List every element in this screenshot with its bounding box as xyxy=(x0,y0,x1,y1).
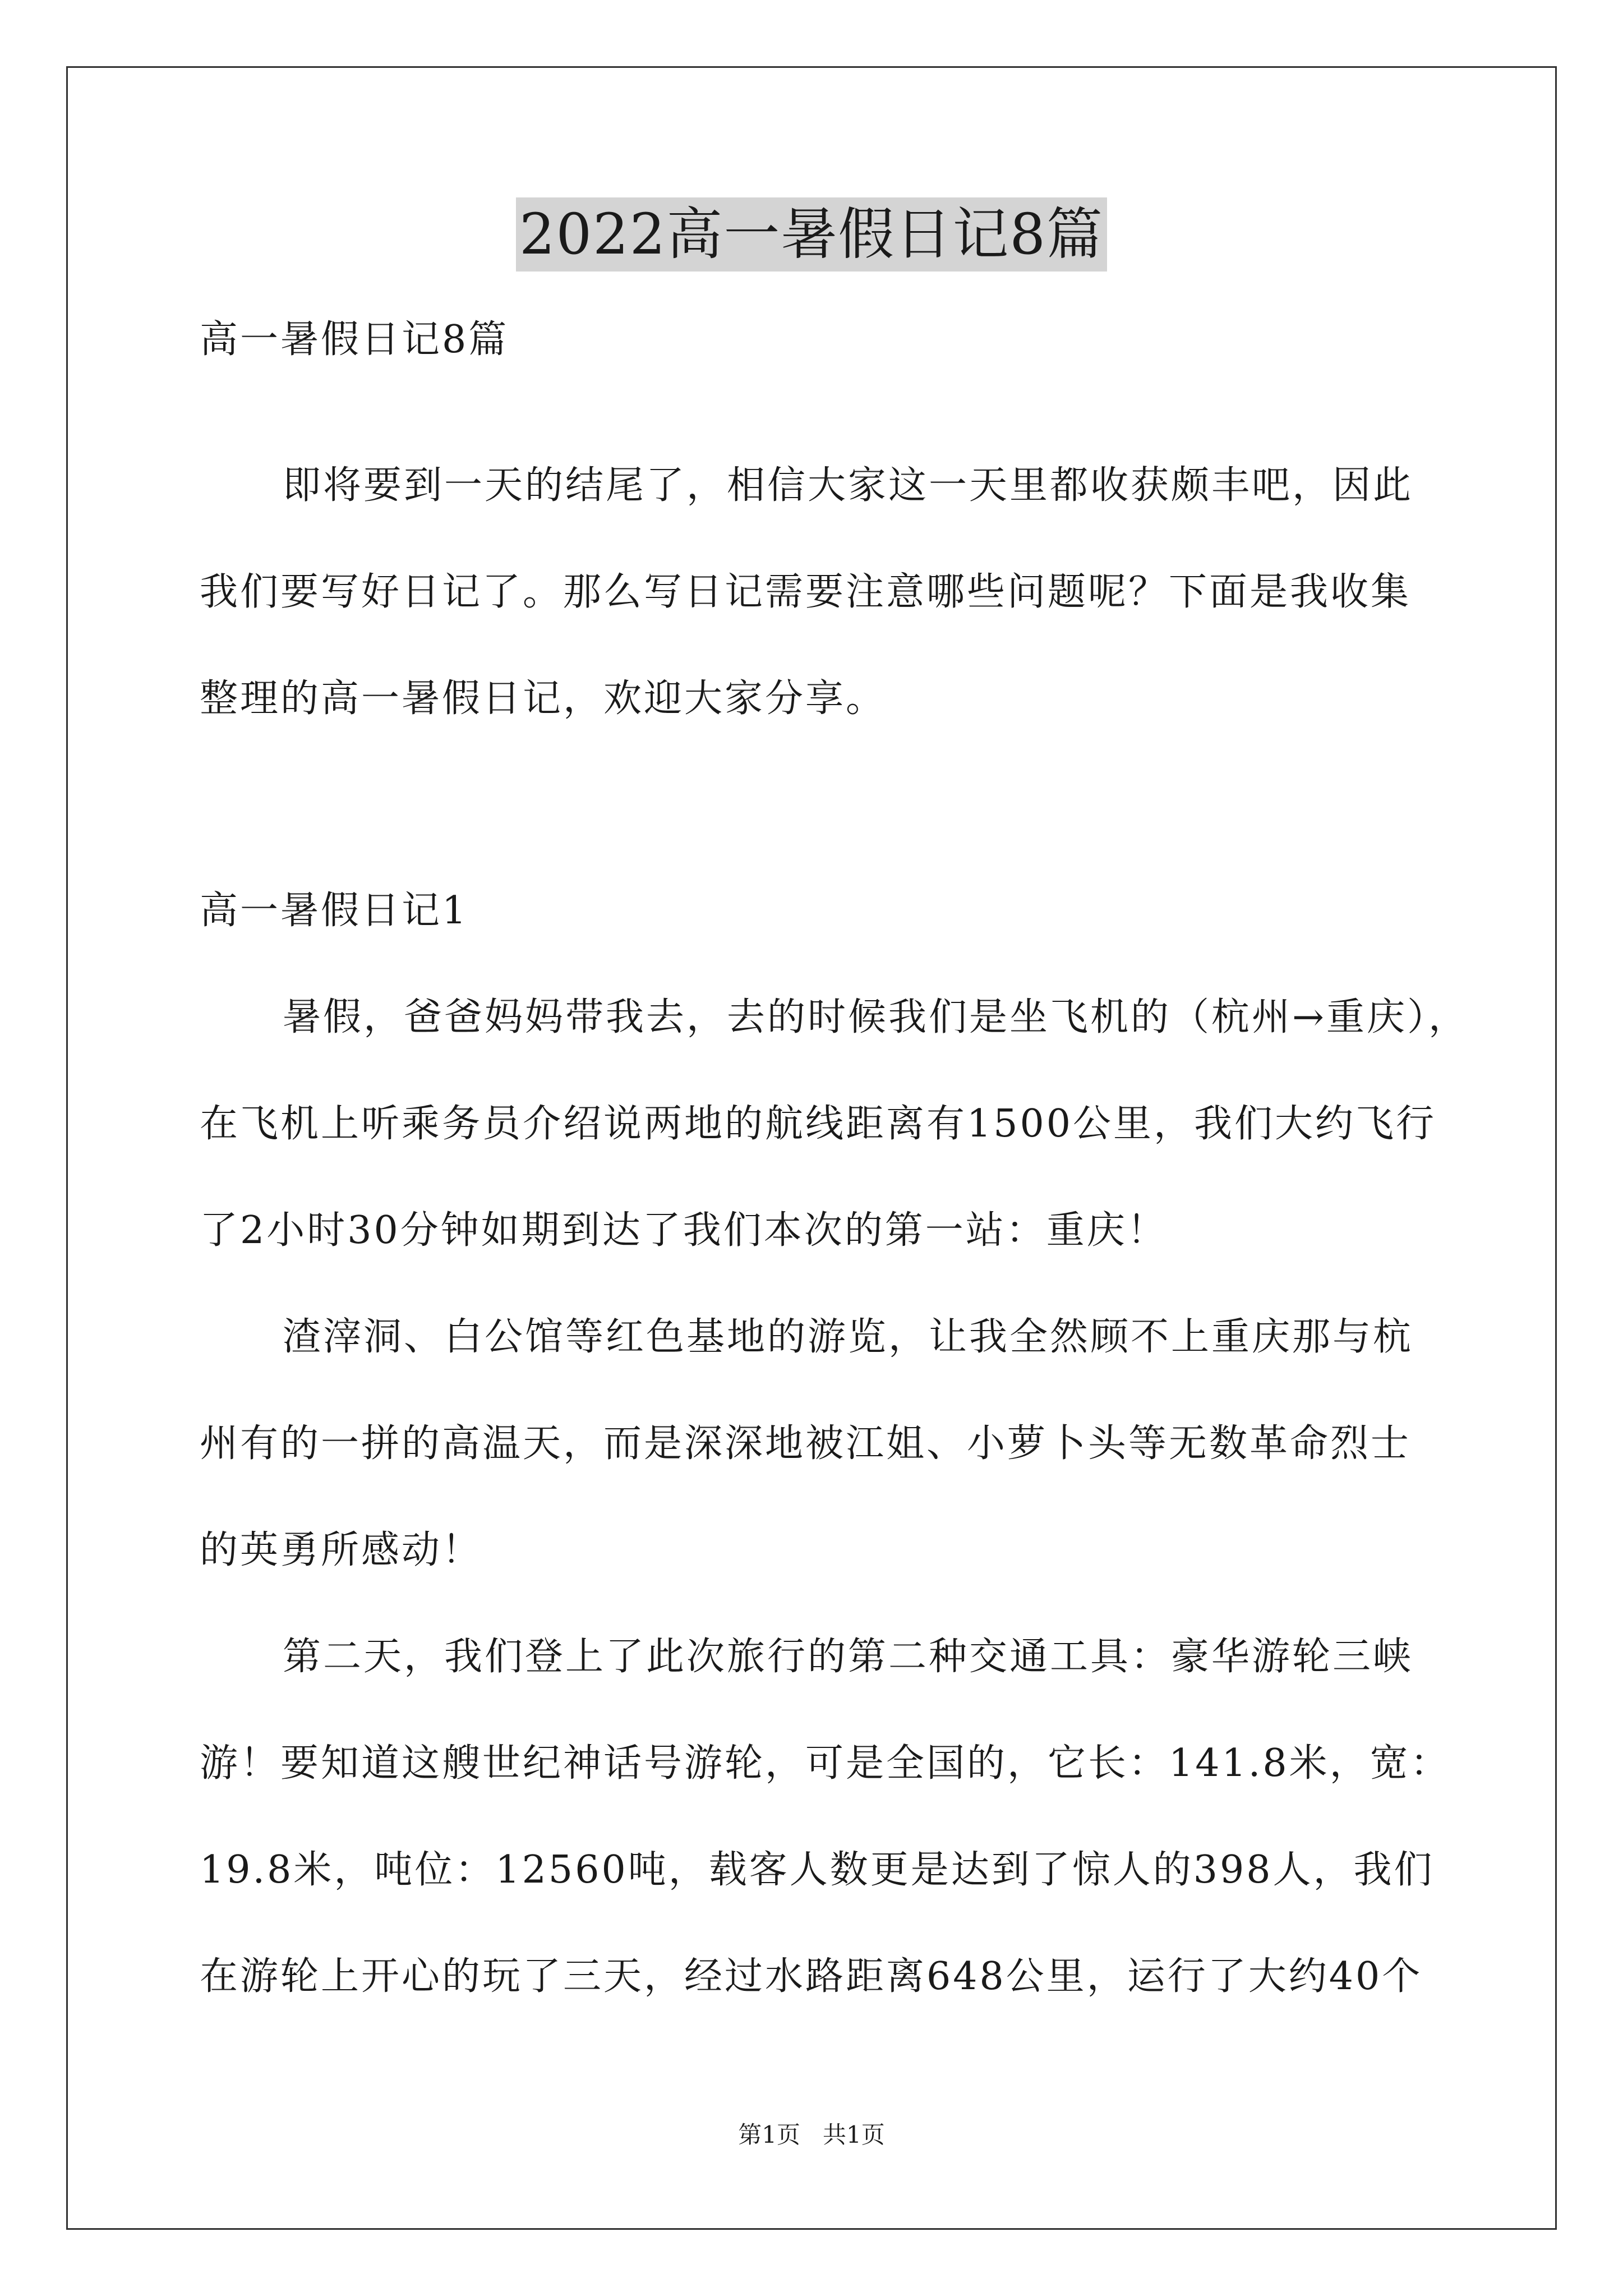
body-line-7: 第二天，我们登上了此次旅行的第二种交通工具：豪华游轮三峡 xyxy=(283,1635,1414,1679)
intro-line-2: 我们要写好日记了。那么写日记需要注意哪些问题呢？下面是我收集 xyxy=(200,570,1412,614)
body-line-3: 了2小时30分钟如期到达了我们本次的第一站：重庆！ xyxy=(200,1208,1168,1253)
body-line-4: 渣滓洞、白公馆等红色基地的游览，让我全然顾不上重庆那与杭 xyxy=(283,1315,1414,1359)
title-container xyxy=(0,197,1623,272)
document-subtitle: 高一暑假日记8篇 xyxy=(200,318,509,362)
intro-line-1: 即将要到一天的结尾了，相信大家这一天里都收获颇丰吧，因此 xyxy=(283,463,1414,508)
document-title: 2022高一暑假日记8篇 xyxy=(516,197,1107,272)
page-footer: 第1页 共1页 xyxy=(738,2121,885,2148)
page-border xyxy=(66,66,1557,2230)
body-line-8: 游！要知道这艘世纪神话号游轮，可是全国的，它长：141.8米，宽： xyxy=(200,1741,1451,1786)
body-line-2: 在飞机上听乘务员介绍说两地的航线距离有1500公里，我们大约飞行 xyxy=(200,1102,1437,1146)
body-line-5: 州有的一拼的高温天，而是深深地被江姐、小萝卜头等无数革命烈士 xyxy=(200,1421,1412,1466)
body-line-1: 暑假，爸爸妈妈带我去，去的时候我们是坐飞机的（杭州→重庆）， xyxy=(283,995,1469,1039)
body-line-9: 19.8米，吨位：12560吨，载客人数更是达到了惊人的398人，我们 xyxy=(200,1848,1435,1892)
section-heading: 高一暑假日记1 xyxy=(200,889,469,933)
intro-line-3: 整理的高一暑假日记，欢迎大家分享。 xyxy=(200,677,887,721)
body-line-10: 在游轮上开心的玩了三天，经过水路距离648公里，运行了大约40个 xyxy=(200,1954,1423,1999)
body-line-6: 的英勇所感动！ xyxy=(200,1528,483,1572)
